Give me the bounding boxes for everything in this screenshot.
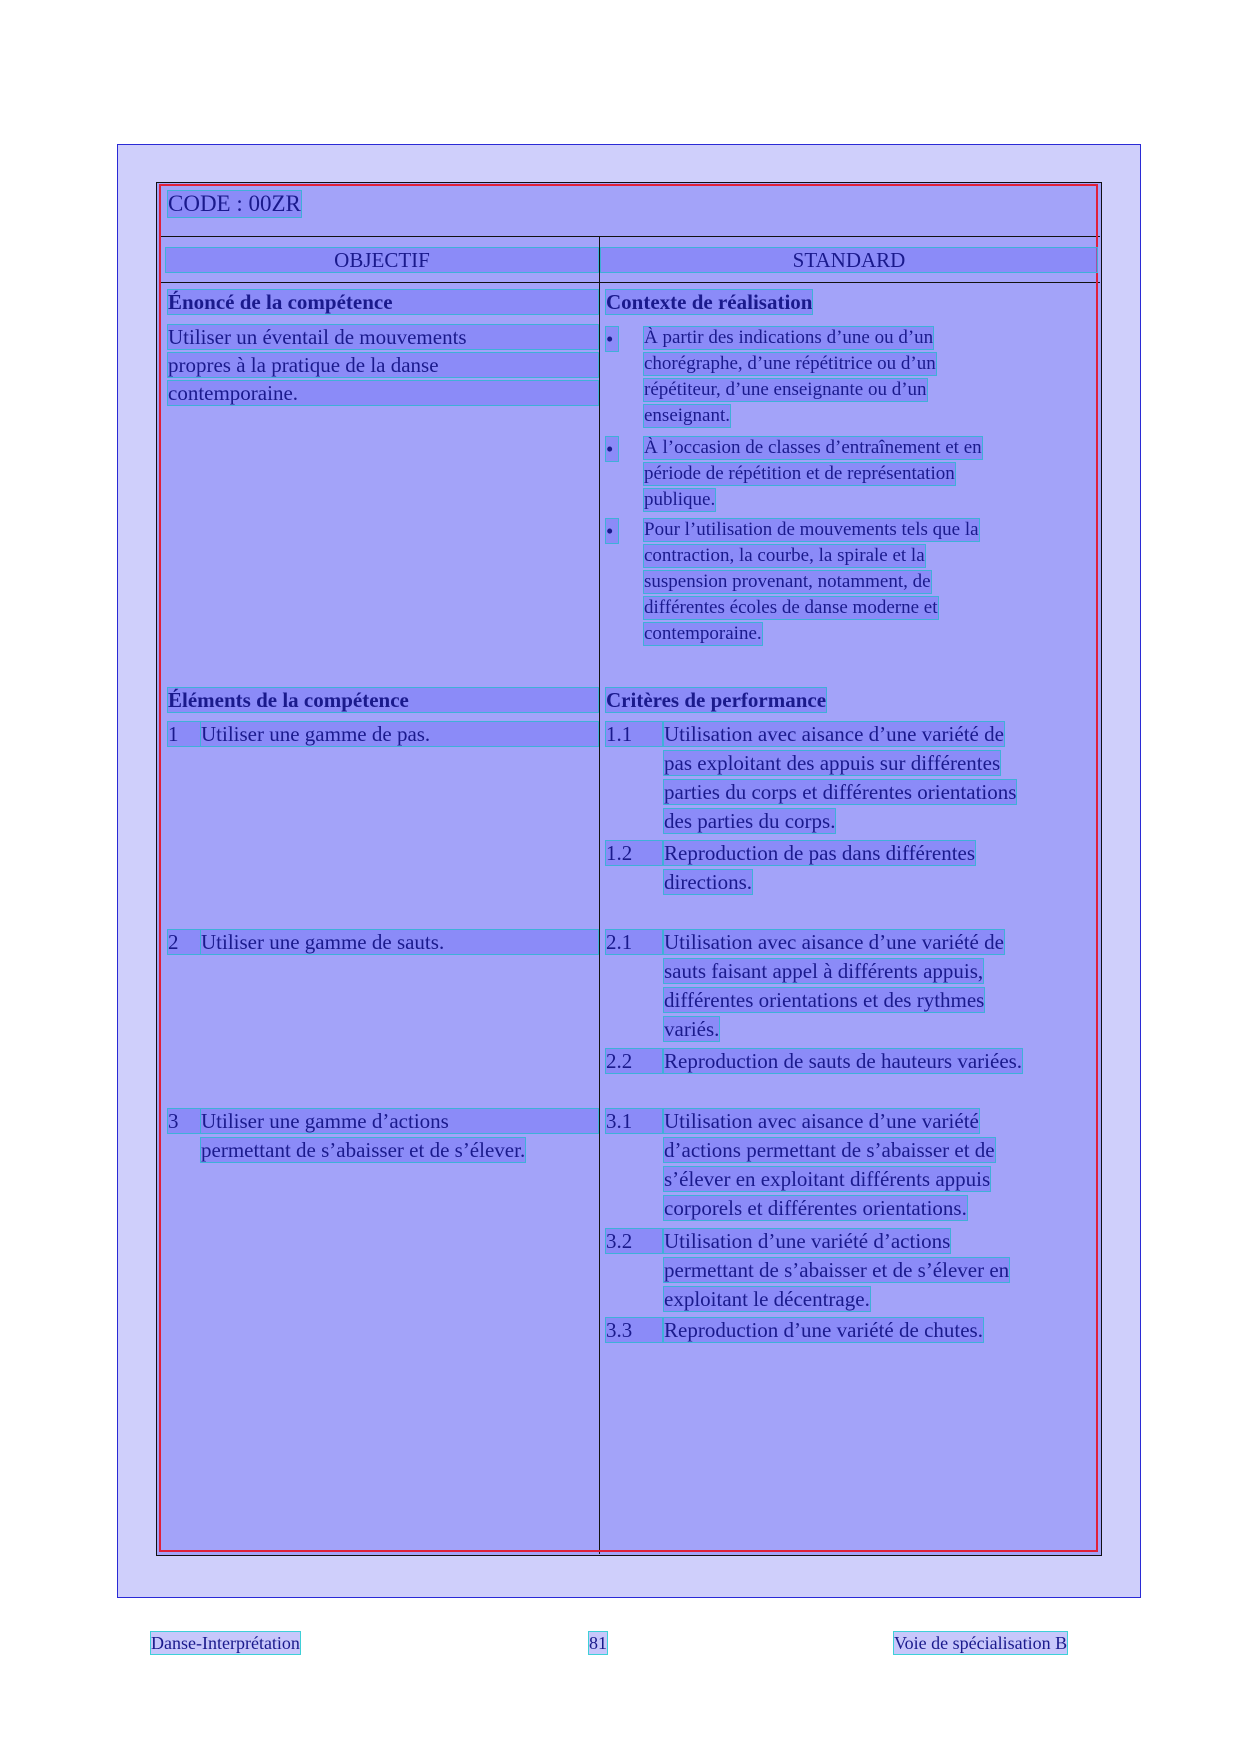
criterion-line: Utilisation d’une variété d’actions — [664, 1229, 951, 1253]
contexte-line: enseignant. — [644, 405, 731, 426]
enonce-line: propres à la pratique de la danse — [168, 353, 598, 377]
contexte-line: contemporaine. — [644, 623, 762, 644]
contexte-line: Pour l’utilisation de mouvements tels que la — [644, 519, 979, 540]
header-objectif: OBJECTIF — [166, 248, 598, 272]
contexte-line: suspension provenant, notamment, de — [644, 571, 931, 592]
criterion-line: des parties du corps. — [664, 809, 836, 833]
footer-left: Danse-Interprétation — [151, 1633, 300, 1653]
criterion-line: Utilisation avec aisance d’une variété — [664, 1109, 979, 1133]
element-line: Utiliser une gamme de pas. — [201, 722, 598, 746]
contexte-line: période de répétition et de représentation — [644, 463, 955, 484]
column-divider — [599, 237, 600, 1554]
competency-code: CODE : 00ZR — [168, 191, 301, 216]
criterion-line: corporels et différentes orientations. — [664, 1196, 967, 1220]
criterion-line: Utilisation avec aisance d’une variété de — [664, 722, 1004, 746]
criterion-line: variés. — [664, 1017, 720, 1041]
contexte-line: différentes écoles de danse moderne et — [644, 597, 938, 618]
contexte-line: À partir des indications d’une ou d’un — [644, 327, 934, 348]
criterion-number: 2.2 — [606, 1049, 662, 1073]
element-line: permettant de s’abaisser et de s’élever. — [201, 1138, 526, 1162]
criterion-line: Utilisation avec aisance d’une variété de — [664, 930, 1004, 954]
enonce-line: contemporaine. — [168, 381, 598, 405]
criterion-number: 1.1 — [606, 722, 662, 746]
element-line: Utiliser une gamme d’actions — [201, 1109, 598, 1133]
enonce-line: Utiliser un éventail de mouvements — [168, 325, 598, 349]
criterion-number: 3.3 — [606, 1318, 662, 1342]
bullet-icon: • — [606, 519, 618, 543]
enonce-title: Énoncé de la compétence — [168, 290, 598, 314]
criterion-line: Reproduction de pas dans différentes — [664, 841, 976, 865]
contexte-line: chorégraphe, d’une répétitrice ou d’un — [644, 353, 936, 374]
criterion-line: pas exploitant des appuis sur différentes — [664, 751, 1001, 775]
criterion-line: parties du corps et différentes orientations — [664, 780, 1017, 804]
element-number: 3 — [168, 1109, 200, 1133]
criterion-line: directions. — [664, 870, 753, 894]
footer-right: Voie de spécialisation B — [894, 1633, 1068, 1653]
element-line: Utiliser une gamme de sauts. — [201, 930, 598, 954]
contexte-line: contraction, la courbe, la spirale et la — [644, 545, 925, 566]
criterion-number: 1.2 — [606, 841, 662, 865]
criterion-number: 3.1 — [606, 1109, 662, 1133]
criterion-line: Reproduction de sauts de hauteurs variées. — [664, 1049, 1023, 1073]
elements-title: Éléments de la compétence — [168, 688, 598, 712]
criteres-title: Critères de performance — [606, 688, 827, 712]
contexte-line: répétiteur, d’une enseignante ou d’un — [644, 379, 927, 400]
criterion-line: différentes orientations et des rythmes — [664, 988, 985, 1012]
contexte-title: Contexte de réalisation — [606, 290, 813, 314]
element-number: 2 — [168, 930, 200, 954]
contexte-line: publique. — [644, 489, 716, 510]
criterion-number: 3.2 — [606, 1229, 662, 1253]
code-row-divider — [160, 236, 1100, 237]
criterion-line: permettant de s’abaisser et de s’élever en — [664, 1258, 1010, 1282]
bullet-icon: • — [606, 327, 618, 351]
criterion-line: sauts faisant appel à différents appuis, — [664, 959, 984, 983]
bullet-icon: • — [606, 437, 618, 461]
header-standard: STANDARD — [601, 248, 1097, 272]
criterion-line: exploitant le décentrage. — [664, 1287, 870, 1311]
element-number: 1 — [168, 722, 200, 746]
criterion-line: Reproduction d’une variété de chutes. — [664, 1318, 983, 1342]
criterion-line: d’actions permettant de s’abaisser et de — [664, 1138, 995, 1162]
criterion-number: 2.1 — [606, 930, 662, 954]
page-number: 81 — [589, 1633, 607, 1653]
criterion-line: s’élever en exploitant différents appuis — [664, 1167, 991, 1191]
contexte-line: À l’occasion de classes d’entraînement et en — [644, 437, 982, 458]
header-row-divider — [160, 282, 1100, 283]
